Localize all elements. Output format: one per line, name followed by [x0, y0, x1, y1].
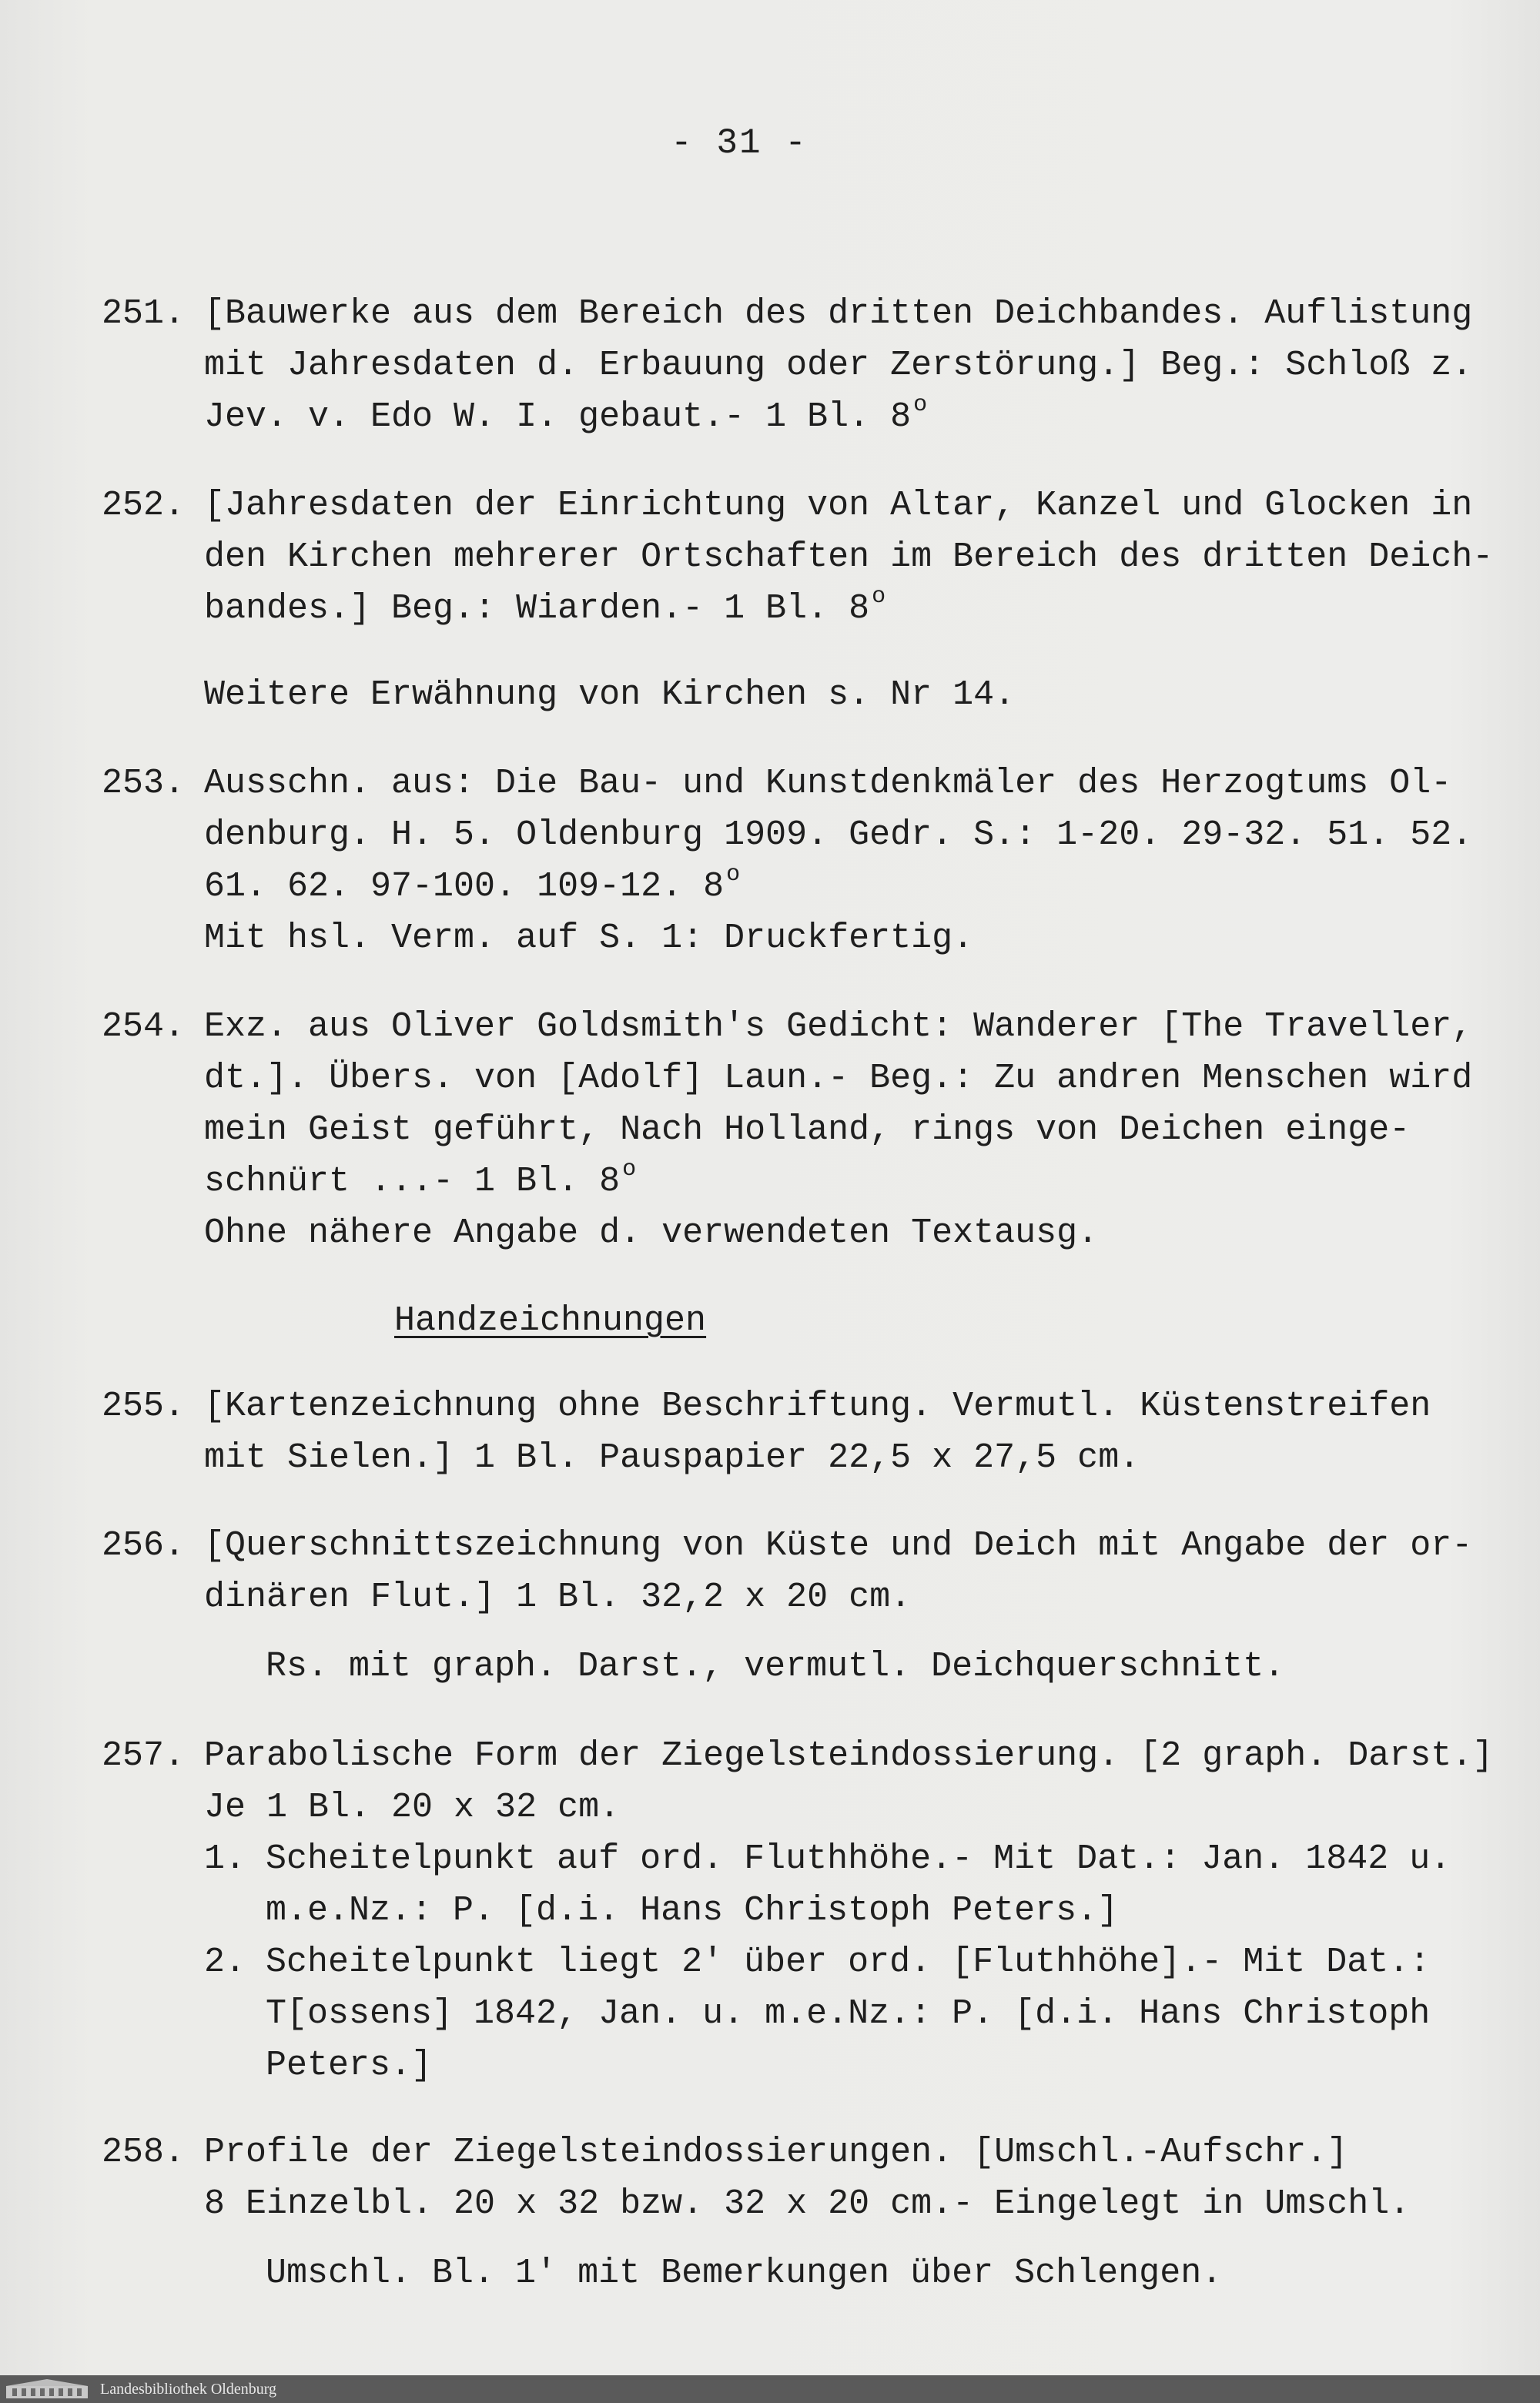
entry-number: 252. — [102, 486, 186, 525]
entry-line: [Jahresdaten der Einrichtung von Altar, Kanzel und Glocken in — [204, 486, 1473, 525]
entry-note: Ohne nähere Angabe d. verwendeten Textausg. — [204, 1213, 1099, 1253]
subitem-line: T[ossens] 1842, Jan. u. m.e.Nz.: P. [d.i. Hans Christoph — [266, 1994, 1431, 2033]
entry-note: Umschl. Bl. 1' mit Bemerkungen über Schlengen. — [266, 2254, 1223, 2293]
entry-line: dinären Flut.] 1 Bl. 32,2 x 20 cm. — [204, 1578, 912, 1617]
entry-note: Rs. mit graph. Darst., vermutl. Deichquerschnitt. — [266, 1647, 1285, 1686]
section-heading: Handzeichnungen — [394, 1301, 707, 1340]
subitem-line: Scheitelpunkt liegt 2' über ord. [Fluthhöhe].- Mit Dat.: — [266, 1943, 1431, 1982]
entry-number: 255. — [102, 1387, 186, 1426]
entry-text: 61. 62. 97-100. 109-12. 8 — [204, 867, 725, 906]
entry-note: Mit hsl. Verm. auf S. 1: Druckfertig. — [204, 919, 974, 958]
entry-number: 258. — [102, 2133, 186, 2172]
entry-line: mein Geist geführt, Nach Holland, rings von Deichen einge- — [204, 1110, 1411, 1150]
library-footer-bar — [0, 2375, 1540, 2403]
subitem-line: Peters.] — [266, 2046, 433, 2085]
entry-text: schnürt ...- 1 Bl. 8 — [204, 1162, 621, 1201]
entry-line — [204, 862, 741, 906]
page-number: - 31 - — [671, 123, 808, 163]
entry-line: Je 1 Bl. 20 x 32 cm. — [204, 1788, 621, 1827]
format-superscript: o — [913, 392, 928, 418]
entry-line: [Querschnittszeichnung von Küste und Deich mit Angabe der or- — [204, 1526, 1473, 1565]
subitem-label: 2. — [204, 1943, 246, 1982]
entry-line: mit Jahresdaten d. Erbauung oder Zerstörung.] Beg.: Schloß z. — [204, 346, 1473, 385]
entry-line: Profile der Ziegelsteindossierungen. [Umschl.-Aufschr.] — [204, 2133, 1348, 2172]
format-superscript: o — [622, 1156, 637, 1183]
entry-number: 257. — [102, 1736, 186, 1775]
entry-text: Jev. v. Edo W. I. gebaut.- 1 Bl. 8 — [204, 397, 912, 437]
subitem-line: m.e.Nz.: P. [d.i. Hans Christoph Peters.] — [266, 1891, 1119, 1930]
entry-line: [Bauwerke aus dem Bereich des dritten Deichbandes. Auflistung — [204, 294, 1473, 333]
entry-line: Parabolische Form der Ziegelsteindossierung. [2 graph. Darst.] — [204, 1736, 1494, 1775]
entry-line: dt.]. Übers. von [Adolf] Laun.- Beg.: Zu andren Menschen wird — [204, 1059, 1473, 1098]
format-superscript: o — [726, 862, 741, 888]
entry-line: 8 Einzelbl. 20 x 32 bzw. 32 x 20 cm.- Eingelegt in Umschl. — [204, 2184, 1411, 2224]
subitem-label: 1. — [204, 1839, 246, 1879]
library-building-icon — [5, 2378, 89, 2400]
entry-number: 256. — [102, 1526, 186, 1565]
entry-line: Ausschn. aus: Die Bau- und Kunstdenkmäler des Herzogtums Ol- — [204, 764, 1452, 803]
entry-line — [204, 584, 886, 628]
entry-text: bandes.] Beg.: Wiarden.- 1 Bl. 8 — [204, 589, 870, 628]
entry-number: 253. — [102, 764, 186, 803]
entry-line — [204, 392, 928, 437]
entry-number: 254. — [102, 1007, 186, 1046]
entry-note: Weitere Erwähnung von Kirchen s. Nr 14. — [204, 675, 1016, 715]
entry-line: den Kirchen mehrerer Ortschaften im Bereich des dritten Deich- — [204, 537, 1494, 577]
entry-line: [Kartenzeichnung ohne Beschriftung. Vermutl. Küstenstreifen — [204, 1387, 1431, 1426]
entry-number: 251. — [102, 294, 186, 333]
entry-line: mit Sielen.] 1 Bl. Pauspapier 22,5 x 27,5 cm. — [204, 1438, 1140, 1478]
entry-line — [204, 1156, 637, 1201]
entry-line: Exz. aus Oliver Goldsmith's Gedicht: Wanderer [The Traveller, — [204, 1007, 1473, 1046]
entry-line: denburg. H. 5. Oldenburg 1909. Gedr. S.: 1-20. 29-32. 51. 52. — [204, 815, 1473, 855]
subitem-line: Scheitelpunkt auf ord. Fluthhöhe.- Mit Dat.: Jan. 1842 u. — [266, 1839, 1451, 1879]
format-superscript: o — [872, 584, 886, 610]
library-name: Landesbibliothek Oldenburg — [100, 2381, 277, 2398]
